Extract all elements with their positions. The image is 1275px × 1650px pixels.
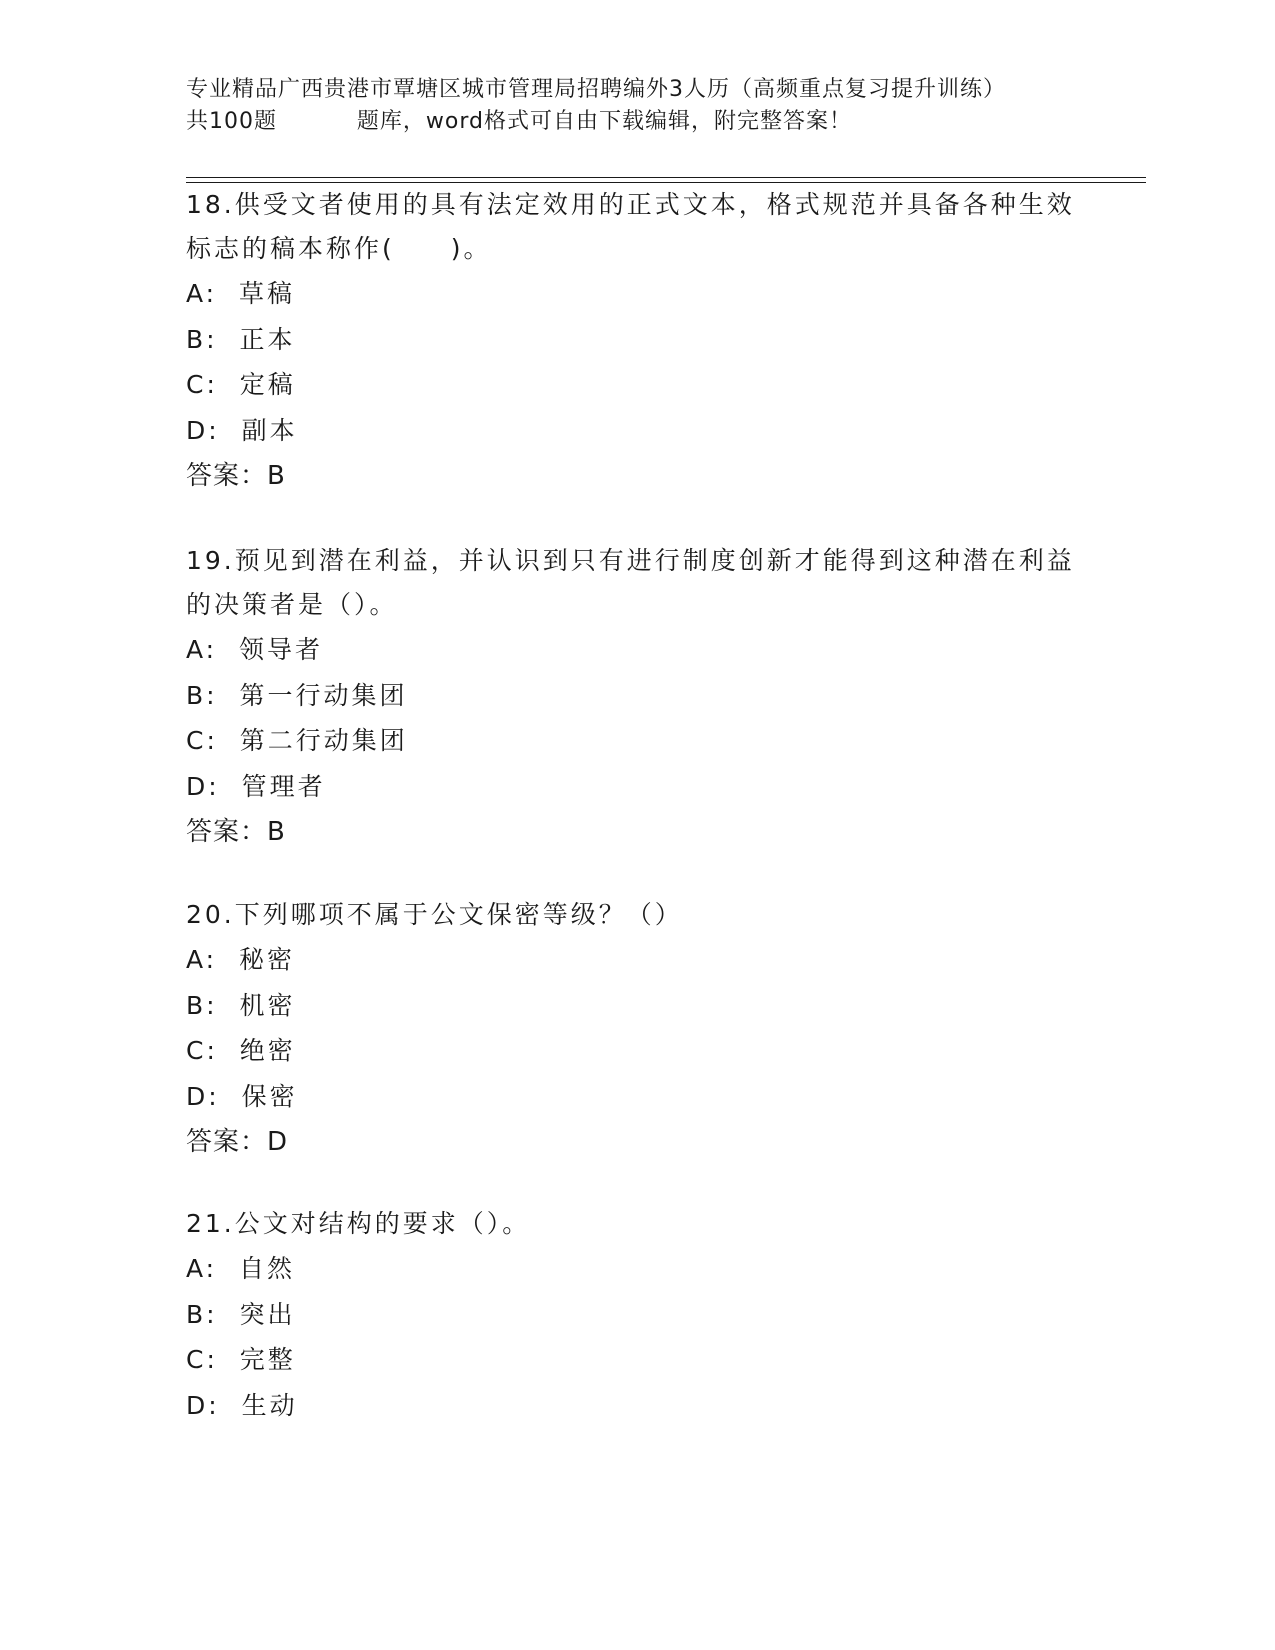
- option-a: A: 自然: [186, 1254, 295, 1283]
- option-c: C: 绝密: [186, 1036, 296, 1065]
- option-a: A: 草稿: [186, 279, 295, 308]
- option-c: C: 完整: [186, 1345, 296, 1374]
- header-title: 专业精品广西贵港市覃塘区城市管理局招聘编外3人历（高频重点复习提升训练）: [186, 77, 1006, 102]
- option-b: B: 突出: [186, 1299, 296, 1329]
- answer: 答案：D: [186, 1127, 289, 1157]
- option-c: C: 第二行动集团: [186, 726, 408, 755]
- question-text: 19.预见到潜在利益，并认识到只有进行制度创新才能得到这种潜在利益的决策者是（）。: [186, 546, 1075, 619]
- option-b: B: 第一行动集团: [186, 680, 408, 710]
- document-header: [186, 74, 1086, 138]
- question-18: [186, 183, 1086, 499]
- question-21: [186, 1202, 1086, 1428]
- header-divider-top: [186, 177, 1146, 178]
- header-subtitle: 共100题 题库，word格式可自由下载编辑，附完整答案！: [186, 109, 853, 134]
- option-d: D: 管理者: [186, 771, 326, 801]
- question-19: [186, 539, 1086, 855]
- question-text: 20.下列哪项不属于公文保密等级？（）: [186, 900, 683, 929]
- option-b: B: 机密: [186, 990, 296, 1020]
- question-text: 21.公文对结构的要求（）。: [186, 1209, 531, 1238]
- question-20: [186, 893, 1086, 1165]
- option-d: D: 副本: [186, 415, 298, 445]
- option-c: C: 定稿: [186, 370, 296, 399]
- option-a: A: 领导者: [186, 635, 323, 664]
- answer: 答案：B: [186, 817, 286, 847]
- option-b: B: 正本: [186, 324, 296, 354]
- question-text: 18.供受文者使用的具有法定效用的正式文本，格式规范并具备各种生效标志的稿本称作( )。: [186, 190, 1075, 263]
- answer: 答案：B: [186, 461, 286, 491]
- option-a: A: 秘密: [186, 945, 295, 974]
- option-d: D: 保密: [186, 1081, 298, 1111]
- option-d: D: 生动: [186, 1390, 298, 1420]
